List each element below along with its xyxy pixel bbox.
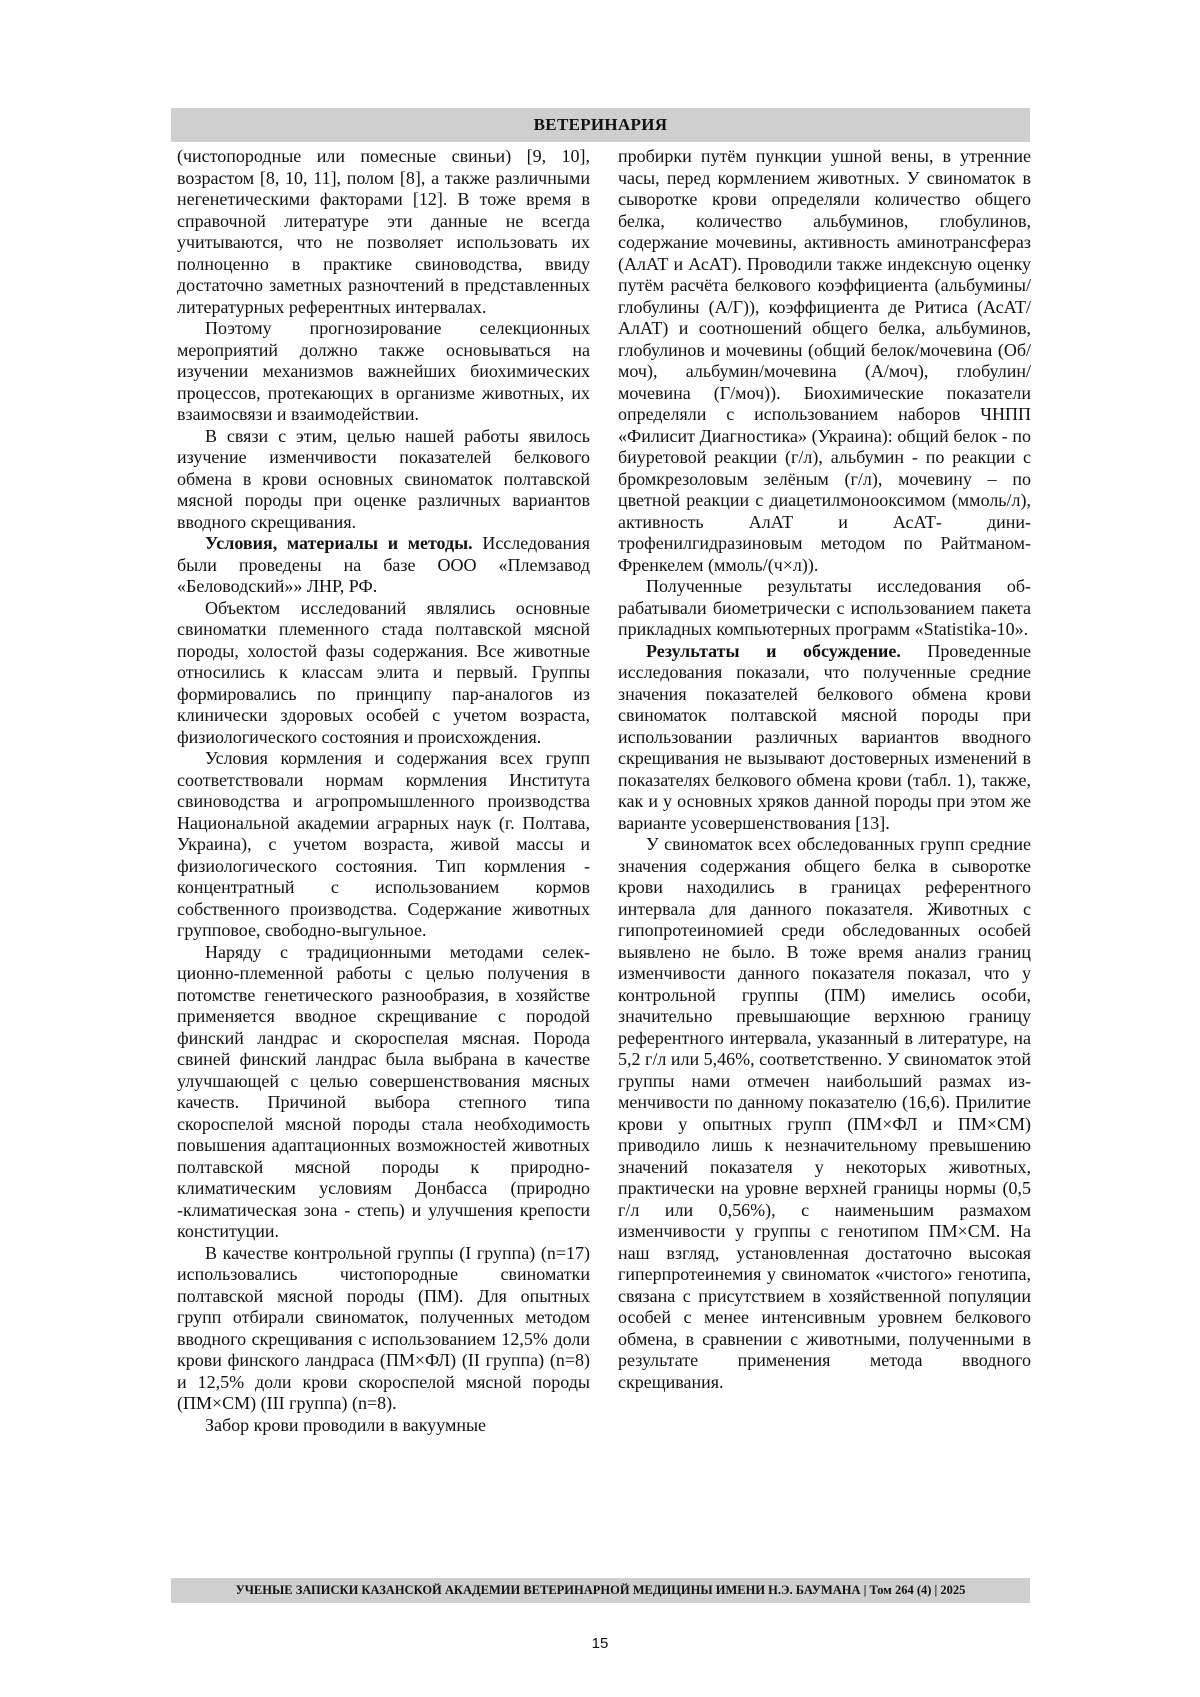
- paragraph-text: Проведенные исследования показали, что полученные средние значения показателей белкового обмена крови свиноматок полтавской мясной породы при использовании различных вариантов вводного скрещивания не вызывают достоверных изменений в показателях белкового обмена крови (табл. 1), также, как и у основных хряков данной породы при этом же варианте усовершенствования [13].: [618, 640, 1032, 833]
- paragraph: Наряду с традиционными методами селекционно-племенной работы с целью получения в потомстве генетического разнообразия, в хозяйстве применяется вводное скрещивание с породой финский ландрас и скороспелая мясная. Порода свиней финский ландрас была выбрана в качестве улучшающей с целью совершенствования мясных качеств. Причиной выбора степного типа скороспелой мясной породы стала необходимость повышения адаптационных возможностей животных полтавской мясной породы к природно-климатическим условиям Донбасса (природно -климатическая зона - степь) и улучшения крепости конституции.: [177, 941, 590, 1241]
- paragraph: (чистопородные или помесные свиньи) [9, 10], возрастом [8, 10, 11], полом [8], а также различными негенетическими факторами [12]. В тоже время в справочной литературе эти данные не всегда учитываются, что не позволяет использовать их полноценно в практике свиноводства, ввиду достаточно заметных разночтений в представленных литературных референтных интервалах.: [177, 146, 590, 317]
- paragraph: В связи с этим, целью нашей работы явилось изучение изменчивости показателей белкового обмена в крови основных свиноматок полтавской мясной породы при оценке различных вариантов вводного скрещивания.: [177, 425, 590, 532]
- section-heading: Условия, материалы и методы.: [205, 533, 473, 553]
- paragraph: пробирки путём пункции ушной вены, в утренние часы, перед кормлением животных. У свиноматок в сыворотке крови определяли количество общего белка, количество альбуминов, глобулинов, содержание мочевины, активность аминотрансфераз (АлАТ и АсАТ). Проводили также индексную оценку путём расчёта белкового коэффициента (альбумины/ глобулины (А/Г)), коэффициента де Ритиса (АсАТ/АлАТ) и соотношений общего белка, альбуминов, глобулинов и мочевины (общий белок/мочевина (Об/моч), альбумин/мочевина (А/моч), глобулин/мочевина (Г/моч)). Биохимические показатели определяли с использованием наборов ЧНПП «Филисит Диагностика» (Украина): общий белок - по биуретовой реакции (г/л), альбумин - по реакции с бромкрезоловым зелёным (г/л), мочевину – по цветной реакции с диацетилмонооксимом (ммоль/л), активность АлАТ и АсАТ- динитрофенилгидразиновым методом по Райтманом-Френкелем (ммоль/(ч×л)).: [618, 146, 1031, 575]
- paragraph: В качестве контрольной группы (I группа) (n=17) использовались чистопородные свиноматки полтавской мясной породы (ПМ). Для опытных групп отбирали свиноматок, полученных методом вводного скрещивания с использованием 12,5% доли крови финского ландраса (ПМ×ФЛ) (II группа) (n=8) и 12,5% доли крови скороспелой мясной породы (ПМ×СМ) (III группа) (n=8).: [177, 1242, 590, 1413]
- paragraph: Поэтому прогнозирование селекционных мероприятий должно также основываться на изучении механизмов важнейших биохимических процессов, протекающих в организме животных, их взаимосвязи и взаимодействии.: [177, 318, 590, 424]
- paragraph: [618, 641, 1031, 835]
- paragraph: У свиноматок всех обследованных групп средние значения содержания общего белка в сыворотке крови находились в границах референтного интервала для данного показателя. Животных с гипопротеиномией среди обследованных особей выявлено не было. В тоже время анализ границ изменчивости данного показателя показал, что у контрольной группы (ПМ) имелись особи, значительно превышающие верхнюю границу референтного интервала, указанный в литературе, на 5,2 г/л или 5,46%, соответственно. У свиноматок этой группы нами отмечен наибольший размах изменчивости по данному показателю (16,6). Прилитие крови у опытных групп (ПМ×ФЛ и ПМ×СМ) приводило лишь к незначительному превышению значений показателя у некоторых животных, практически на уровне верхней границы нормы (0,5 г/л или 0,56%), с наименьшим размахом изменчивости у группы с генотипом ПМ×СМ. На наш взгляд, установленная достаточно высокая гиперпротеинемия у свиноматок «чистого» генотипа, связана с присутствием в хозяйственной популяции особей с менее интенсивным уровнем белкового обмена, в сравнении с животными, полученными в результате применения метода вводного скрещивания.: [618, 834, 1032, 1392]
- page-number: 15: [591, 1635, 609, 1652]
- section-title: ВЕТЕРИНАРИЯ: [533, 115, 668, 134]
- journal-title: УЧЕНЫЕ ЗАПИСКИ КАЗАНСКОЙ АКАДЕМИИ ВЕТЕРИНАРНОЙ МЕДИЦИНЫ ИМЕНИ Н.Э. БАУМАНА | Том 264 (4) | 2025: [235, 1583, 966, 1597]
- paragraph: Условия кормления и содержания всех групп соответствовали нормам кормления Института свиноводства и агропромышленного производства Национальной академии аграрных наук (г. Полтава, Украина), с учетом возраста, живой массы и физиологического состояния. Тип кормления - концентратный с использованием кормов собственного производства. Содержание животных групповое, свободно-выгульное.: [177, 748, 590, 940]
- paragraph-text: Исследования были проведены на базе ООО «Племзавод «Беловодский»» ЛНР, РФ.: [177, 533, 590, 596]
- journal-footer: [171, 1578, 1030, 1603]
- left-column: [177, 146, 590, 1436]
- paragraph: [177, 533, 590, 598]
- paragraph: Объектом исследований являлись основные свиноматки племенного стада полтавской мясной породы, холостой фазы содержания. Все животные относились к классам элита и первый. Группы формировались по принципу пар-аналогов из клинически здоровых особей с учетом возраста, физиологического состояния и происхождения.: [177, 597, 590, 747]
- section-heading: Результаты и обсуждение.: [646, 640, 901, 661]
- section-header: [171, 108, 1030, 142]
- paragraph: Полученные результаты исследования обрабатывали биометрически с использованием пакета прикладных компьютерных программ «Statistika-10».: [618, 576, 1031, 639]
- right-column: [618, 146, 1031, 1393]
- paragraph: Забор крови проводили в вакуумные: [205, 1414, 487, 1435]
